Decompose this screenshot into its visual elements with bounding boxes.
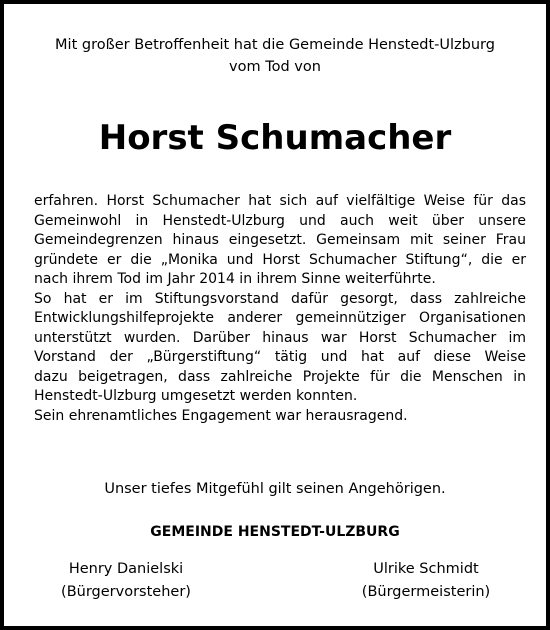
condolence-text: Unser tiefes Mitgefühl gilt seinen Angehörigen.	[104, 481, 446, 497]
body-line: Henstedt-Ulzburg umgesetzt werden konnten.	[34, 388, 358, 404]
body-line: nach ihrem Tod im Jahr 2014 in ihrem Sinne weiterführte.	[34, 271, 436, 287]
intro-line: vom Tod von	[229, 59, 321, 75]
intro-line: Mit großer Betroffenheit hat die Gemeinde Henstedt-Ulzburg	[55, 37, 495, 53]
body-line: So hat er im Stiftungsvorstand dafür gesorgt, dass zahlreiche	[34, 290, 526, 307]
body-line: Gemeinwohl in Henstedt-Ulzburg und auch weit über unsere	[34, 212, 526, 229]
signatory-title: (Bürgermeisterin)	[361, 584, 491, 600]
intro-text	[4, 34, 546, 78]
signatory-left	[16, 558, 236, 604]
body-line: Vorstand der „Bürgerstiftung“ tätig und hat auf diese Weise	[34, 349, 526, 365]
body-line: Entwicklungshilfeprojekte anderer gemeinnütziger Organisationen	[34, 310, 526, 326]
body-line: erfahren. Horst Schumacher hat sich auf vielfältige Weise für das	[34, 193, 526, 209]
deceased-name: Horst Schumacher	[98, 118, 452, 158]
organization-name: GEMEINDE HENSTEDT-ULZBURG	[150, 524, 400, 540]
body-line: unterstützt wurden. Darüber hinaus war Horst Schumacher im	[34, 329, 526, 346]
body-line: Gemeindegrenzen hinaus eingesetzt. Gemeinsam mit seiner Frau	[34, 232, 526, 248]
body-line: Sein ehrenamtliches Engagement war herausragend.	[34, 407, 408, 424]
signatory-title: (Bürgervorsteher)	[61, 584, 191, 600]
body-line: dazu beigetragen, dass zahlreiche Projekte für die Menschen in	[34, 368, 526, 385]
signatory-name: Ulrike Schmidt	[373, 561, 479, 577]
obituary-body	[34, 192, 526, 426]
signatory-name: Henry Danielski	[68, 561, 184, 577]
body-line: gründete er die „Monika und Horst Schumacher Stiftung“, die er	[34, 251, 526, 268]
signatory-right	[316, 558, 536, 604]
